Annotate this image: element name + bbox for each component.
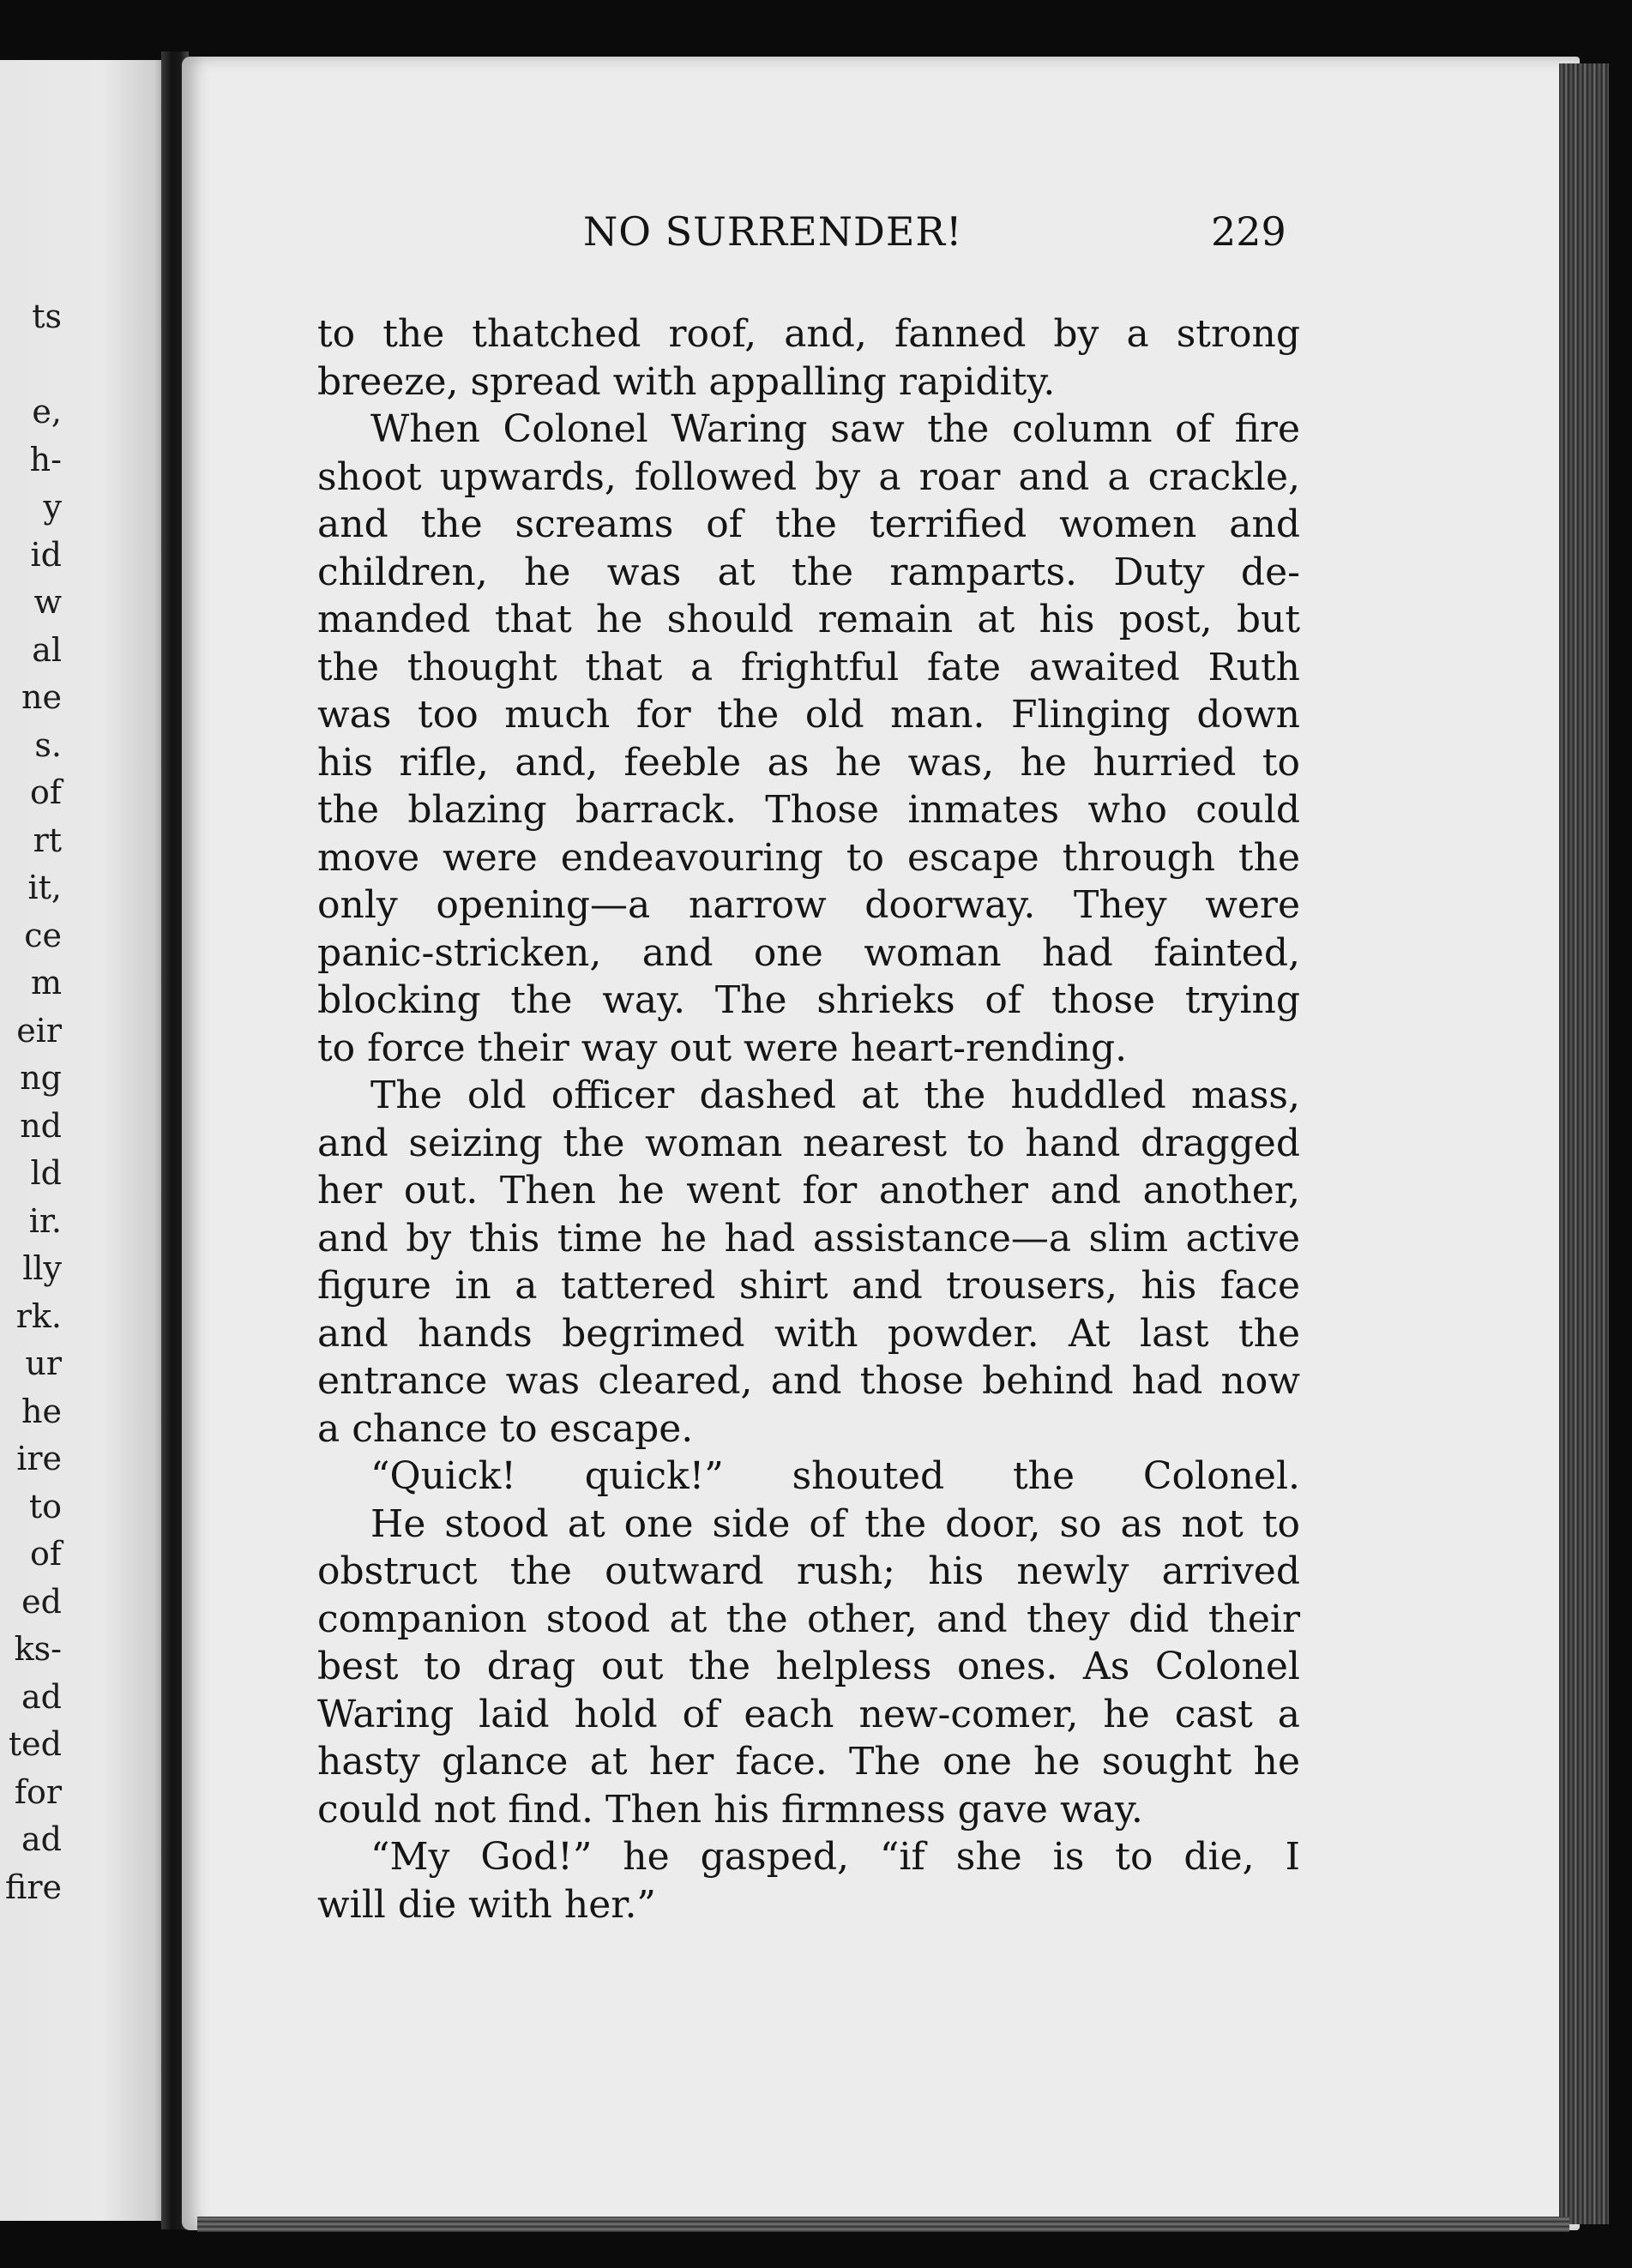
body-text [317, 310, 1300, 1928]
text-line: He stood at one side of the door, so as not to [370, 1501, 1300, 1546]
fragment: al [32, 630, 62, 669]
fragment: s. [34, 725, 62, 764]
text-line: children, he was at the ramparts. Duty de- [317, 550, 1300, 594]
fragment: ts [32, 298, 62, 335]
fragment: ire [16, 1440, 62, 1477]
text-line: a chance to escape. [317, 1406, 694, 1451]
text-line: entrance was cleared, and those behind had now [317, 1359, 1300, 1403]
text-line: the thought that a frightful fate awaited Ruth [317, 645, 1300, 689]
fragment: h- [29, 440, 62, 478]
page-number: 229 [1211, 208, 1286, 255]
page-bottom-edge [197, 2217, 1569, 2232]
text-line: was too much for the old man. Flinging down [317, 693, 1300, 737]
text-line: will die with her.” [317, 1882, 656, 1927]
fragment: ld [30, 1154, 62, 1192]
text-line: and hands begrimed with powder. At last the [317, 1311, 1300, 1356]
fragment: of [30, 1535, 62, 1573]
text-line: shoot upwards, followed by a roar and a crackle, [317, 454, 1300, 499]
text-line: her out. Then he went for another and another, [317, 1169, 1300, 1212]
text-line: companion stood at the other, and they did their [317, 1597, 1300, 1641]
fragment: of [30, 773, 62, 811]
text-line: “Quick! quick!” shouted the Colonel. [370, 1454, 1300, 1498]
text-line: his rifle, and, feeble as he was, he hurried to [317, 740, 1300, 785]
previous-page-line-ends [0, 293, 62, 1911]
text-line: to force their way out were heart-rending. [317, 1026, 1128, 1070]
fragment: ng [20, 1059, 62, 1097]
fragment: to [28, 1487, 62, 1525]
fragment: for [14, 1772, 62, 1811]
text-line: the blazing barrack. Those inmates who could [317, 788, 1300, 832]
fragment: fire [5, 1868, 62, 1906]
fragment: eir [16, 1011, 62, 1050]
fragment: ed [21, 1582, 62, 1621]
fragment: ce [24, 916, 62, 954]
fragment: rk. [15, 1296, 62, 1335]
fragment: he [21, 1392, 62, 1430]
text-line: and seizing the woman nearest to hand dragged [317, 1121, 1300, 1165]
fragment: ne [21, 678, 62, 716]
fragment: id [30, 535, 62, 574]
page-edges [1559, 63, 1609, 2224]
text-line: Waring laid hold of each new-comer, he cast a [317, 1692, 1300, 1736]
text-line: breeze, spread with appalling rapidity. [317, 359, 1056, 404]
fragment: nd [20, 1106, 62, 1145]
fragment: rt [33, 821, 62, 859]
fragment: m [30, 964, 62, 1002]
fragment: ad [21, 1820, 62, 1858]
text-line: figure in a tattered shirt and trousers, his face [317, 1264, 1300, 1308]
fragment: ted [8, 1725, 62, 1763]
fragment: ur [25, 1345, 62, 1382]
text-line: The old officer dashed at the huddled mass, [370, 1074, 1300, 1117]
text-line: and by this time he had assistance—a slim active [317, 1216, 1300, 1260]
running-head: NO SURRENDER! [583, 208, 963, 255]
text-line: hasty glance at her face. The one he sought he [317, 1740, 1300, 1784]
fragment: ks- [14, 1630, 62, 1668]
fragment [0, 341, 62, 389]
fragment: y [43, 488, 62, 526]
fragment: e, [32, 393, 62, 430]
text-line: and the screams of the terrified women and [317, 502, 1300, 546]
text-line: move were endeavouring to escape through the [317, 835, 1300, 880]
fragment: ir. [28, 1201, 62, 1240]
text-line: could not find. Then his firmness gave way. [317, 1787, 1143, 1832]
text-line: manded that he should remain at his post, but [317, 598, 1300, 641]
text-line: blocking the way. The shrieks of those trying [317, 978, 1300, 1022]
fragment: w [33, 583, 62, 621]
text-line: best to drag out the helpless ones. As Colonel [317, 1645, 1300, 1688]
fragment: lly [22, 1249, 62, 1287]
text-line: only opening—a narrow doorway. They were [317, 883, 1300, 927]
text-line: When Colonel Waring saw the column of fire [370, 407, 1300, 451]
text-line: “My God!” he gasped, “if she is to die, I [370, 1835, 1300, 1879]
text-line: obstruct the outward rush; his newly arrived [317, 1549, 1300, 1593]
text-line: panic-stricken, and one woman had fainted, [317, 930, 1300, 975]
fragment: ad [21, 1677, 62, 1716]
fragment: it, [27, 869, 62, 906]
text-line: to the thatched roof, and, fanned by a strong [317, 312, 1300, 356]
